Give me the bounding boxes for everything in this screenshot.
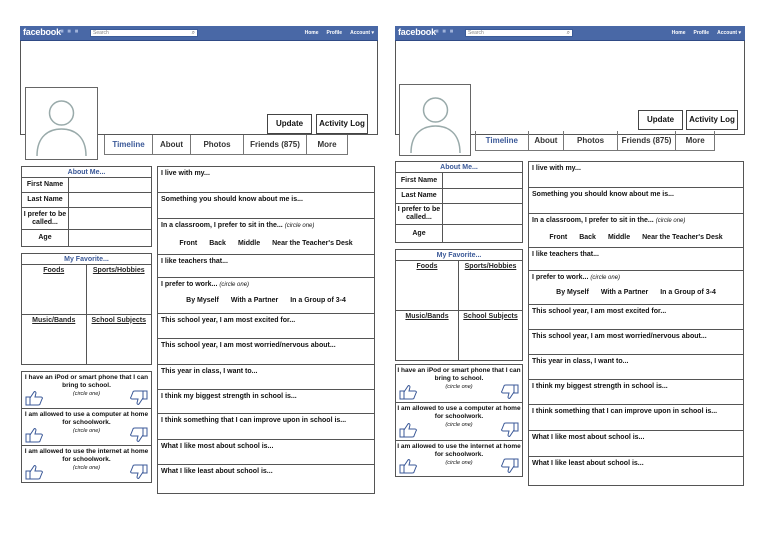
- questions-box: [157, 166, 375, 494]
- avatar: [25, 87, 98, 160]
- question-like-least[interactable]: What I like least about school is...: [161, 468, 273, 475]
- question-prefer-work[interactable]: I prefer to work... (circle one) By Myself With a Partner In a Group of 3-4: [529, 271, 743, 305]
- facebook-logo[interactable]: facebook: [398, 27, 436, 37]
- condition-ipod: I have an iPod or smart phone that I can bring to school. (circle one): [396, 365, 522, 403]
- seat-option[interactable]: Front: [179, 240, 198, 247]
- question-excited[interactable]: This school year, I am most excited for...: [529, 305, 743, 330]
- favorite-subjects[interactable]: School Subjects: [463, 312, 518, 320]
- tab-friends[interactable]: Friends (875): [618, 131, 677, 150]
- question-want[interactable]: This year in class, I want to...: [529, 355, 743, 380]
- seat-option[interactable]: Back: [209, 240, 226, 247]
- question-strength[interactable]: I think my biggest strength in school is...: [529, 380, 743, 405]
- conditions-box: [21, 371, 152, 483]
- seat-option[interactable]: Back: [579, 234, 596, 241]
- favorite-sports[interactable]: Sports/Hobbies: [459, 261, 522, 311]
- questions-box: [528, 161, 744, 486]
- tab-friends[interactable]: Friends (875): [244, 135, 307, 154]
- tab-more[interactable]: More: [685, 136, 705, 145]
- about-me-title: About Me...: [396, 162, 522, 173]
- tab-about[interactable]: About: [529, 131, 565, 150]
- profile-tabs: [475, 131, 715, 151]
- seat-option[interactable]: Middle: [607, 234, 631, 241]
- thumbs-up-icon[interactable]: [399, 458, 417, 474]
- profile-tabs: [104, 135, 348, 155]
- question-improve[interactable]: I think something that I can improve upon in school is...: [529, 405, 743, 431]
- question-like-least[interactable]: What I like least about school is...: [532, 460, 644, 467]
- question-worried[interactable]: This school year, I am most worried/nervous about...: [158, 339, 374, 365]
- activity-log-button[interactable]: Activity Log: [316, 114, 368, 134]
- seat-option[interactable]: Near the Teacher's Desk: [642, 234, 723, 241]
- notification-icons[interactable]: ■ ■ ■: [60, 29, 80, 35]
- condition-internet: I am allowed to use the internet at home for schoolwork. (circle one): [396, 441, 522, 476]
- question-know-about-me[interactable]: Something you should know about me is...: [529, 188, 743, 214]
- favorite-subjects[interactable]: School Subjects: [91, 316, 146, 324]
- favorites-box: [21, 253, 152, 365]
- favorites-title: My Favorite...: [22, 254, 151, 265]
- work-option[interactable]: With a Partner: [600, 289, 649, 296]
- work-option[interactable]: With a Partner: [230, 297, 279, 304]
- preferred-name-label: I prefer to be called...: [396, 204, 443, 224]
- preferred-name-label: I prefer to be called...: [22, 208, 69, 229]
- last-name-label: Last Name: [22, 193, 69, 207]
- question-prefer-work[interactable]: I prefer to work... (circle one) By Myself With a Partner In a Group of 3-4: [158, 278, 374, 314]
- thumbs-up-icon[interactable]: [399, 384, 417, 400]
- update-info-button[interactable]: Update: [267, 114, 312, 134]
- tab-timeline[interactable]: Timeline: [105, 135, 153, 154]
- nav-profile[interactable]: Profile: [326, 30, 343, 36]
- seat-option[interactable]: Middle: [237, 240, 261, 247]
- condition-ipod: I have an iPod or smart phone that I can bring to school. (circle one): [22, 372, 151, 409]
- question-teachers[interactable]: I like teachers that...: [158, 255, 374, 278]
- tab-more[interactable]: More: [317, 140, 337, 149]
- thumbs-down-icon[interactable]: [130, 390, 148, 406]
- tab-photos[interactable]: Photos: [191, 135, 244, 154]
- tab-photos[interactable]: Photos: [564, 131, 618, 150]
- top-nav: [664, 30, 741, 36]
- nav-home[interactable]: Home: [671, 30, 686, 36]
- last-name-label: Last Name: [396, 189, 443, 203]
- work-option[interactable]: By Myself: [556, 289, 589, 296]
- condition-internet: I am allowed to use the internet at home for schoolwork. (circle one): [22, 446, 151, 482]
- work-option[interactable]: By Myself: [186, 297, 219, 304]
- facebook-logo[interactable]: facebook: [23, 27, 61, 37]
- work-option[interactable]: In a Group of 3-4: [660, 289, 716, 296]
- tab-timeline[interactable]: Timeline: [476, 131, 529, 150]
- favorites-title: My Favorite...: [396, 250, 522, 261]
- question-live-with[interactable]: I live with my...: [529, 162, 743, 188]
- question-classroom-seat[interactable]: In a classroom, I prefer to sit in the... (circle one) Front Back Middle Near the Teacher's Desk: [158, 219, 374, 255]
- thumbs-down-icon[interactable]: [130, 427, 148, 443]
- age-label: Age: [396, 225, 443, 242]
- search-input[interactable]: Search ⌕: [90, 29, 198, 37]
- about-me-title: About Me...: [22, 167, 151, 178]
- question-know-about-me[interactable]: Something you should know about me is...: [158, 193, 374, 219]
- favorite-foods[interactable]: Foods: [396, 261, 459, 311]
- avatar: [399, 84, 471, 156]
- question-worried[interactable]: This school year, I am most worried/nervous about...: [529, 330, 743, 355]
- condition-computer: I am allowed to use a computer at home for schoolwork. (circle one): [396, 403, 522, 441]
- search-input[interactable]: Search ⌕: [465, 29, 573, 37]
- question-improve[interactable]: I think something that I can improve upon in school is...: [158, 414, 374, 440]
- thumbs-down-icon[interactable]: [501, 384, 519, 400]
- nav-profile[interactable]: Profile: [693, 30, 710, 36]
- silhouette-icon: [403, 88, 468, 153]
- first-name-label: First Name: [22, 178, 69, 192]
- thumbs-up-icon[interactable]: [25, 464, 43, 480]
- condition-computer: I am allowed to use a computer at home for schoolwork. (circle one): [22, 409, 151, 446]
- seat-option[interactable]: Front: [549, 234, 568, 241]
- first-name-label: First Name: [396, 173, 443, 188]
- about-me-box: [21, 166, 152, 247]
- thumbs-up-icon[interactable]: [25, 390, 43, 406]
- question-excited[interactable]: This school year, I am most excited for...: [158, 314, 374, 339]
- favorite-foods[interactable]: Foods: [22, 265, 87, 315]
- question-like-most[interactable]: What I like most about school is...: [529, 431, 743, 457]
- nav-home[interactable]: Home: [304, 30, 319, 36]
- question-like-most[interactable]: What I like most about school is...: [158, 440, 374, 465]
- thumbs-up-icon[interactable]: [25, 427, 43, 443]
- question-strength[interactable]: I think my biggest strength in school is...: [158, 390, 374, 414]
- nav-account[interactable]: Account ▾: [717, 30, 741, 36]
- notification-icons[interactable]: ■ ■ ■: [435, 29, 455, 35]
- favorite-music[interactable]: Music/Bands: [396, 311, 459, 361]
- nav-account[interactable]: Account ▾: [350, 30, 374, 36]
- seat-option[interactable]: Near the Teacher's Desk: [272, 240, 353, 247]
- about-me-box: [395, 161, 523, 243]
- age-label: Age: [22, 230, 69, 246]
- favorite-music[interactable]: Music/Bands: [22, 315, 87, 365]
- update-info-button[interactable]: Update: [638, 110, 683, 130]
- tab-about[interactable]: About: [153, 135, 191, 154]
- question-want[interactable]: This year in class, I want to...: [158, 365, 374, 390]
- activity-log-button[interactable]: Activity Log: [686, 110, 738, 130]
- question-classroom-seat[interactable]: In a classroom, I prefer to sit in the... (circle one) Front Back Middle Near the Teacher's Desk: [529, 214, 743, 248]
- search-icon[interactable]: ⌕: [191, 30, 195, 36]
- conditions-box: [395, 364, 523, 477]
- favorites-box: [395, 249, 523, 361]
- search-icon[interactable]: ⌕: [566, 30, 570, 36]
- thumbs-down-icon[interactable]: [501, 422, 519, 438]
- question-live-with[interactable]: I live with my...: [158, 167, 374, 193]
- favorite-sports[interactable]: Sports/Hobbies: [87, 265, 152, 315]
- top-nav: [297, 30, 374, 36]
- profile-panel-right: [395, 26, 745, 496]
- silhouette-icon: [29, 91, 94, 156]
- question-teachers[interactable]: I like teachers that...: [529, 248, 743, 271]
- thumbs-down-icon[interactable]: [130, 464, 148, 480]
- thumbs-down-icon[interactable]: [501, 458, 519, 474]
- top-bar: [395, 26, 745, 41]
- work-option[interactable]: In a Group of 3-4: [290, 297, 346, 304]
- thumbs-up-icon[interactable]: [399, 422, 417, 438]
- top-bar: [20, 26, 378, 41]
- profile-panel-left: [20, 26, 378, 496]
